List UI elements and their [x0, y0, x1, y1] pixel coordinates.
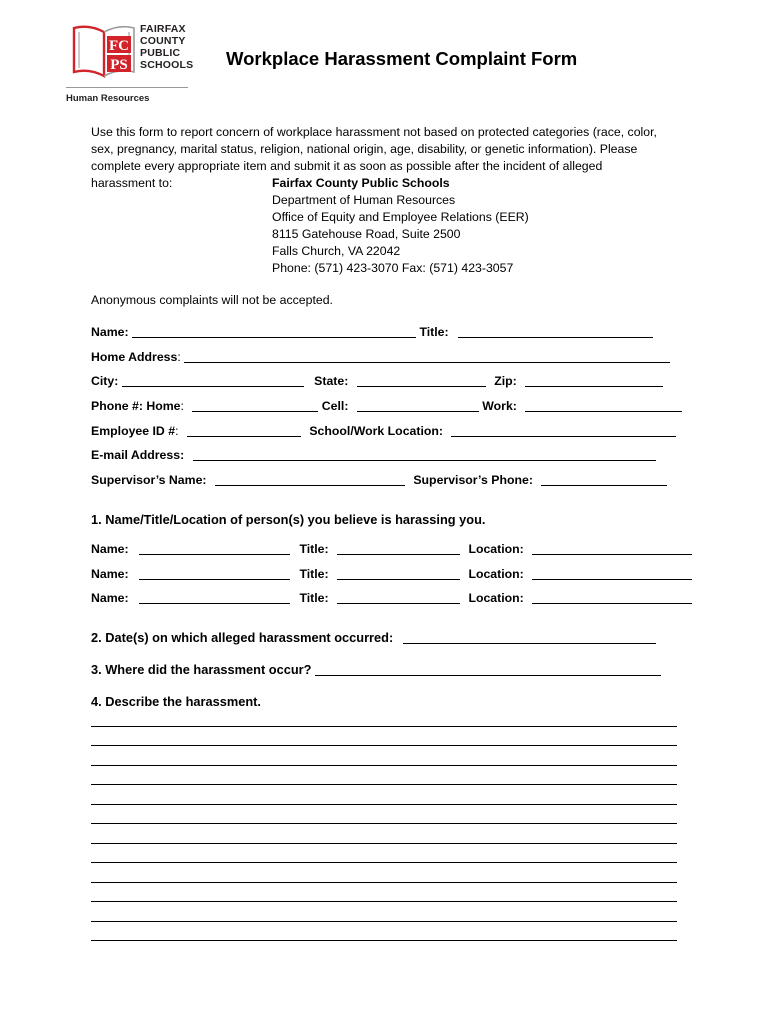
- section-4-heading: 4. Describe the harassment.: [91, 694, 261, 709]
- description-line[interactable]: [91, 862, 677, 863]
- logo-name-line-4: SCHOOLS: [140, 59, 194, 71]
- work-location-label: School/Work Location:: [309, 424, 444, 438]
- intro-lead: harassment to:: [91, 176, 173, 190]
- work-field[interactable]: [525, 399, 682, 412]
- harasser-name-field-1[interactable]: [139, 542, 290, 555]
- description-line[interactable]: [91, 784, 677, 785]
- logo-name-line-2: COUNTY: [140, 35, 186, 47]
- form-title: Workplace Harassment Complaint Form: [226, 48, 578, 69]
- address-line-3: 8115 Gatehouse Road, Suite 2500: [272, 227, 461, 241]
- logo-name-line-1: FAIRFAX: [140, 23, 186, 35]
- employee-id-field[interactable]: [187, 424, 301, 437]
- employee-id-colon: :: [175, 424, 179, 438]
- anonymous-note: Anonymous complaints will not be accepted.: [91, 293, 333, 307]
- city-label: City:: [91, 374, 119, 388]
- logo-monogram-bottom: PS: [110, 57, 128, 73]
- name-label: Name:: [91, 325, 129, 339]
- description-line[interactable]: [91, 882, 677, 883]
- harasser-name-field-2[interactable]: [139, 567, 290, 580]
- description-line[interactable]: [91, 765, 677, 766]
- description-line[interactable]: [91, 901, 677, 902]
- harasser-name-label-2: Name:: [91, 567, 129, 581]
- work-label: Work:: [482, 399, 517, 413]
- harasser-title-field-3[interactable]: [337, 591, 460, 604]
- row-home-address: [91, 349, 670, 365]
- description-line[interactable]: [91, 921, 677, 922]
- harasser-name-label-1: Name:: [91, 542, 129, 556]
- intro-line-3: complete every appropriate item and submit it as soon as possible after the incident of alleged: [91, 159, 603, 173]
- cell-label: Cell:: [321, 399, 349, 413]
- logo-divider: [66, 87, 188, 88]
- row-name-title: [91, 324, 653, 340]
- description-line[interactable]: [91, 745, 677, 746]
- phone-home-colon: :: [180, 399, 184, 413]
- city-field[interactable]: [122, 374, 304, 387]
- description-line[interactable]: [91, 843, 677, 844]
- section-3-heading: 3. Where did the harassment occur?: [91, 662, 312, 677]
- email-label: E-mail Address:: [91, 448, 185, 462]
- harasser-title-label-2: Title:: [299, 567, 329, 581]
- description-line[interactable]: [91, 804, 677, 805]
- harasser-location-label-2: Location:: [468, 567, 524, 581]
- row-phones: [91, 398, 682, 414]
- home-address-label: Home Address: [91, 350, 178, 364]
- home-address-colon: :: [177, 350, 181, 364]
- harasser-location-field-2[interactable]: [532, 567, 692, 580]
- zip-field[interactable]: [525, 374, 663, 387]
- harassment-dates-field[interactable]: [403, 631, 656, 644]
- logo-monogram-top: FC: [109, 38, 129, 54]
- address-line-4: Falls Church, VA 22042: [272, 244, 401, 258]
- title-field[interactable]: [458, 325, 653, 338]
- logo-name-line-3: PUBLIC: [140, 47, 181, 59]
- fcps-book-icon: [71, 22, 137, 80]
- supervisor-name-label: Supervisor’s Name:: [91, 473, 207, 487]
- harasser-title-field-2[interactable]: [337, 567, 460, 580]
- harasser-row-1: [91, 541, 692, 557]
- supervisor-phone-label: Supervisor’s Phone:: [413, 473, 533, 487]
- harasser-name-label-3: Name:: [91, 591, 129, 605]
- state-label: State:: [314, 374, 349, 388]
- supervisor-phone-field[interactable]: [541, 473, 667, 486]
- row-supervisor: [91, 472, 667, 488]
- phone-home-field[interactable]: [192, 399, 318, 412]
- section-1-heading: 1. Name/Title/Location of person(s) you believe is harassing you.: [91, 512, 486, 527]
- home-address-field[interactable]: [184, 350, 670, 363]
- work-location-field[interactable]: [451, 424, 676, 437]
- title-label: Title:: [419, 325, 449, 339]
- section-2-row: [91, 630, 656, 646]
- address-phone: Phone: (571) 423-3070 Fax: (571) 423-3057: [272, 261, 514, 275]
- section-3-row: [91, 662, 661, 678]
- state-field[interactable]: [357, 374, 486, 387]
- supervisor-name-field[interactable]: [215, 473, 405, 486]
- description-line[interactable]: [91, 940, 677, 941]
- harasser-location-field-3[interactable]: [532, 591, 692, 604]
- intro-line-1: Use this form to report concern of workplace harassment not based on protected categories (race, color,: [91, 125, 657, 139]
- harasser-location-field-1[interactable]: [532, 542, 692, 555]
- intro-line-2: sex, pregnancy, marital status, religion, national origin, age, disability, or genetic information). Please: [91, 142, 638, 156]
- harasser-name-field-3[interactable]: [139, 591, 290, 604]
- email-field[interactable]: [193, 448, 656, 461]
- harasser-title-field-1[interactable]: [337, 542, 460, 555]
- harasser-row-2: [91, 566, 692, 582]
- cell-field[interactable]: [357, 399, 479, 412]
- fcps-logo: [71, 22, 137, 85]
- row-city-state-zip: [91, 373, 663, 389]
- harassment-location-field[interactable]: [315, 663, 661, 676]
- address-org: Fairfax County Public Schools: [272, 176, 450, 190]
- row-email: [91, 447, 656, 463]
- harasser-title-label-3: Title:: [299, 591, 329, 605]
- row-employee-id: [91, 423, 676, 439]
- name-field[interactable]: [132, 325, 416, 338]
- description-line[interactable]: [91, 726, 677, 727]
- harasser-location-label-1: Location:: [468, 542, 524, 556]
- harasser-title-label-1: Title:: [299, 542, 329, 556]
- zip-label: Zip:: [494, 374, 517, 388]
- harasser-row-3: [91, 590, 692, 606]
- section-2-heading: 2. Date(s) on which alleged harassment occurred:: [91, 630, 394, 645]
- department-name: Human Resources: [66, 93, 150, 104]
- description-line[interactable]: [91, 823, 677, 824]
- address-line-2: Office of Equity and Employee Relations (EER): [272, 210, 529, 224]
- employee-id-label: Employee ID #: [91, 424, 176, 438]
- harasser-location-label-3: Location:: [468, 591, 524, 605]
- phone-home-label: Phone #: Home: [91, 399, 181, 413]
- address-line-1: Department of Human Resources: [272, 193, 456, 207]
